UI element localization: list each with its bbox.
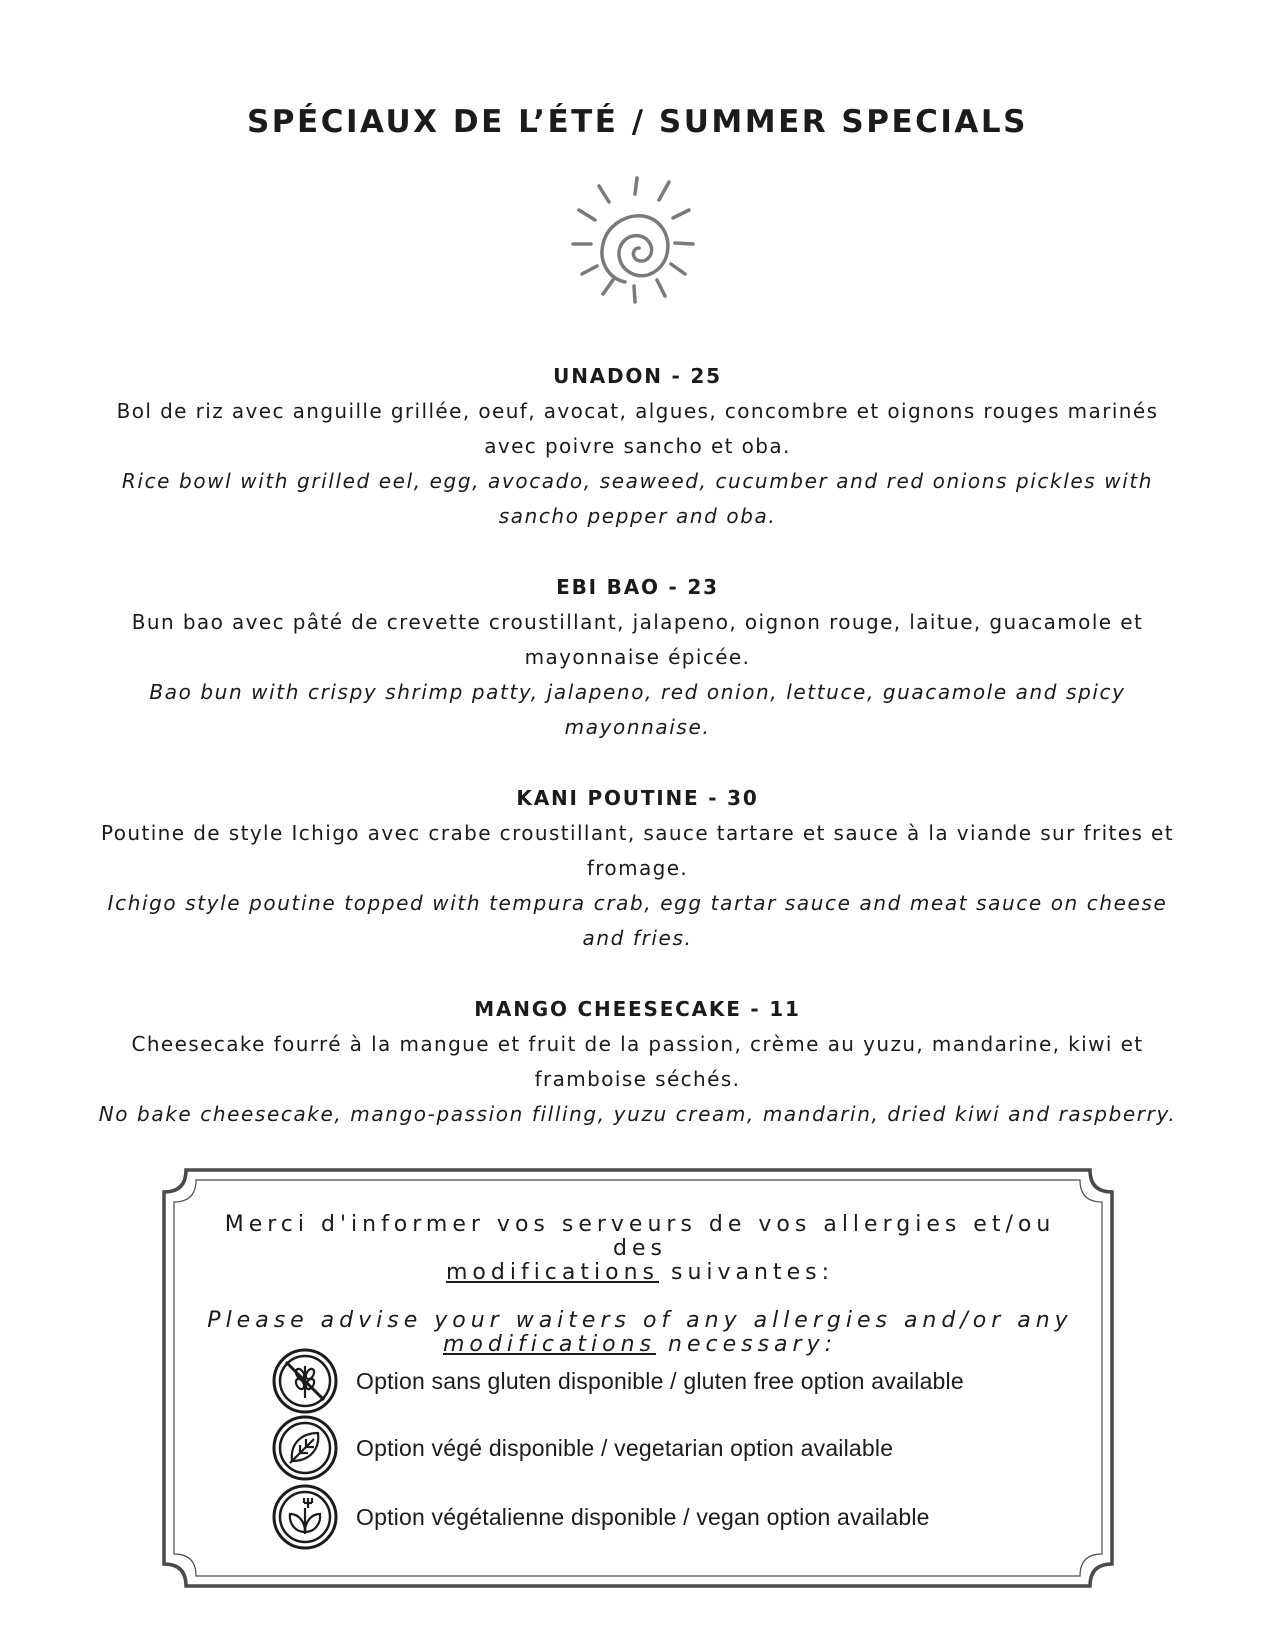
menu-item-title: UNADON - 25 — [553, 364, 722, 388]
specials-menu — [95, 358, 1180, 1167]
allergy-notice-fr — [200, 1213, 1080, 1285]
menu-item-description-en: Bao bun with crispy shrimp patty, jalapeno, red onion, lettuce, guacamole and spicy mayonnaise. — [149, 680, 1126, 739]
option-label: Option végé disponible / vegetarian option available — [356, 1434, 894, 1461]
menu-item-description-en: Ichigo style poutine topped with tempura crab, egg tartar sauce and meat sauce on cheese and fries. — [107, 891, 1168, 950]
gluten-free-icon — [272, 1348, 338, 1414]
notice-fr-text: Merci d'informer vos serveurs de vos allergies et/ou des — [224, 1212, 1056, 1261]
menu-item-mango-cheesecake — [95, 991, 1180, 1132]
allergy-notice — [200, 1213, 1080, 1357]
menu-item-unadon — [95, 358, 1180, 534]
option-vegetarian — [272, 1415, 893, 1481]
option-label: Option sans gluten disponible / gluten free option available — [356, 1367, 964, 1394]
menu-item-description-en: No bake cheesecake, mango-passion filling, yuzu cream, mandarin, dried kiwi and raspberry. — [98, 1102, 1177, 1126]
menu-item-description-fr: Bun bao avec pâté de crevette croustillant, jalapeno, oignon rouge, laitue, guacamole et mayonnaise épicée. — [131, 610, 1144, 669]
menu-item-ebi-bao — [95, 569, 1180, 745]
option-gluten-free — [272, 1348, 964, 1414]
menu-item-title: EBI BAO - 23 — [556, 575, 719, 599]
notice-en-text: Please advise your waiters of any allergies and/or any — [207, 1308, 1073, 1333]
menu-item-title: KANI POUTINE - 30 — [516, 786, 759, 810]
option-vegan — [272, 1484, 930, 1550]
page-title: SPÉCIAUX DE L’ÉTÉ / SUMMER SPECIALS — [246, 104, 1029, 140]
notice-en-underlined: modifications — [443, 1332, 657, 1357]
menu-item-title: MANGO CHEESECAKE - 11 — [474, 997, 801, 1021]
vegan-plant-icon — [272, 1484, 338, 1550]
notice-en-after: necessary: — [656, 1332, 837, 1357]
menu-item-kani-poutine — [95, 780, 1180, 956]
vegetarian-leaf-icon — [272, 1415, 338, 1481]
notice-fr-underlined: modifications — [445, 1260, 659, 1285]
menu-item-description-fr: Bol de riz avec anguille grillée, oeuf, avocat, algues, concombre et oignons rouges marinés avec poivre sancho et oba. — [116, 399, 1159, 458]
menu-item-description-fr: Poutine de style Ichigo avec crabe croustillant, sauce tartare et sauce à la viande sur frites et fromage. — [101, 821, 1174, 880]
notice-fr-after: suivantes: — [659, 1260, 834, 1285]
sun-icon — [565, 170, 710, 315]
menu-item-description-fr: Cheesecake fourré à la mangue et fruit de la passion, crème au yuzu, mandarine, kiwi et framboise séchés. — [131, 1032, 1144, 1091]
menu-item-description-en: Rice bowl with grilled eel, egg, avocado, seaweed, cucumber and red onions pickles with sancho pepper and oba. — [121, 469, 1154, 528]
option-label: Option végétalienne disponible / vegan option available — [356, 1503, 930, 1530]
